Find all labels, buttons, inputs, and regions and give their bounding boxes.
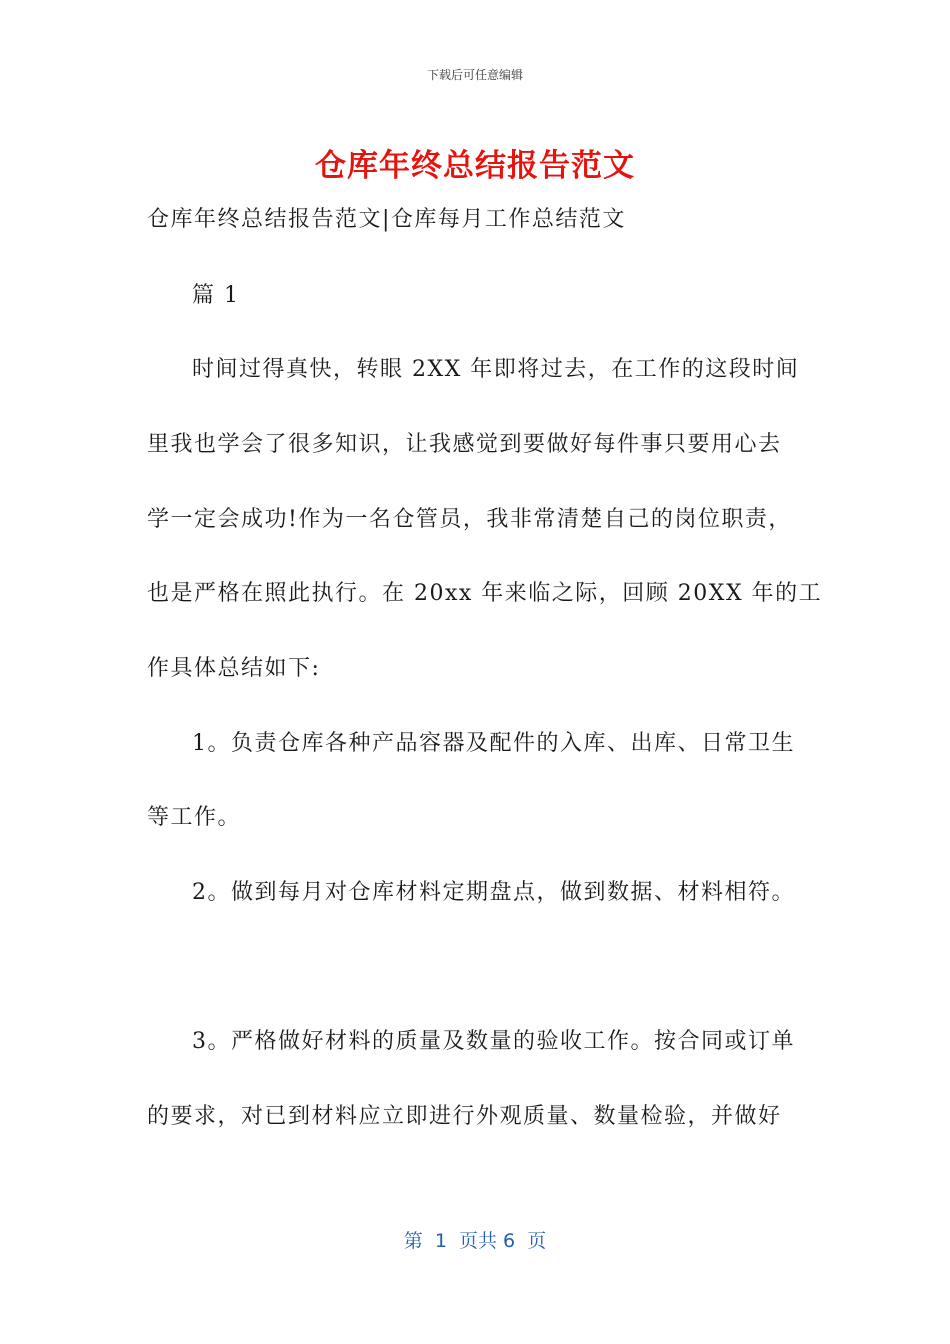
list-item-1-continued: 等工作。	[147, 805, 242, 830]
list-item-3-continued: 的要求，对已到材料应立即进行外观质量、数量检验，并做好	[147, 1104, 782, 1129]
paragraph-line: 时间过得真快，转眼 2XX 年即将过去，在工作的这段时间	[192, 357, 800, 382]
header-note: 下载后可任意编辑	[426, 68, 523, 82]
paragraph-line: 也是严格在照此执行。在 20xx 年来临之际，回顾 20XX 年的工	[147, 581, 823, 606]
paragraph-line: 学一定会成功!作为一名仓管员，我非常清楚自己的岗位职责，	[147, 507, 792, 532]
paragraph-line: 里我也学会了很多知识，让我感觉到要做好每件事只要用心去	[147, 432, 782, 457]
page-footer: 第 1 页共 6 页	[403, 1230, 547, 1252]
section-label: 篇 1	[192, 283, 240, 308]
list-item-2: 2。做到每月对仓库材料定期盘点，做到数据、材料相符。	[192, 880, 795, 905]
document-subtitle: 仓库年终总结报告范文|仓库每月工作总结范文	[147, 207, 626, 232]
paragraph-line: 作具体总结如下:	[147, 656, 321, 681]
list-item-1: 1。负责仓库各种产品容器及配件的入库、出库、日常卫生	[192, 731, 795, 756]
document-title: 仓库年终总结报告范文	[315, 148, 635, 184]
list-item-3: 3。严格做好材料的质量及数量的验收工作。按合同或订单	[192, 1029, 795, 1054]
